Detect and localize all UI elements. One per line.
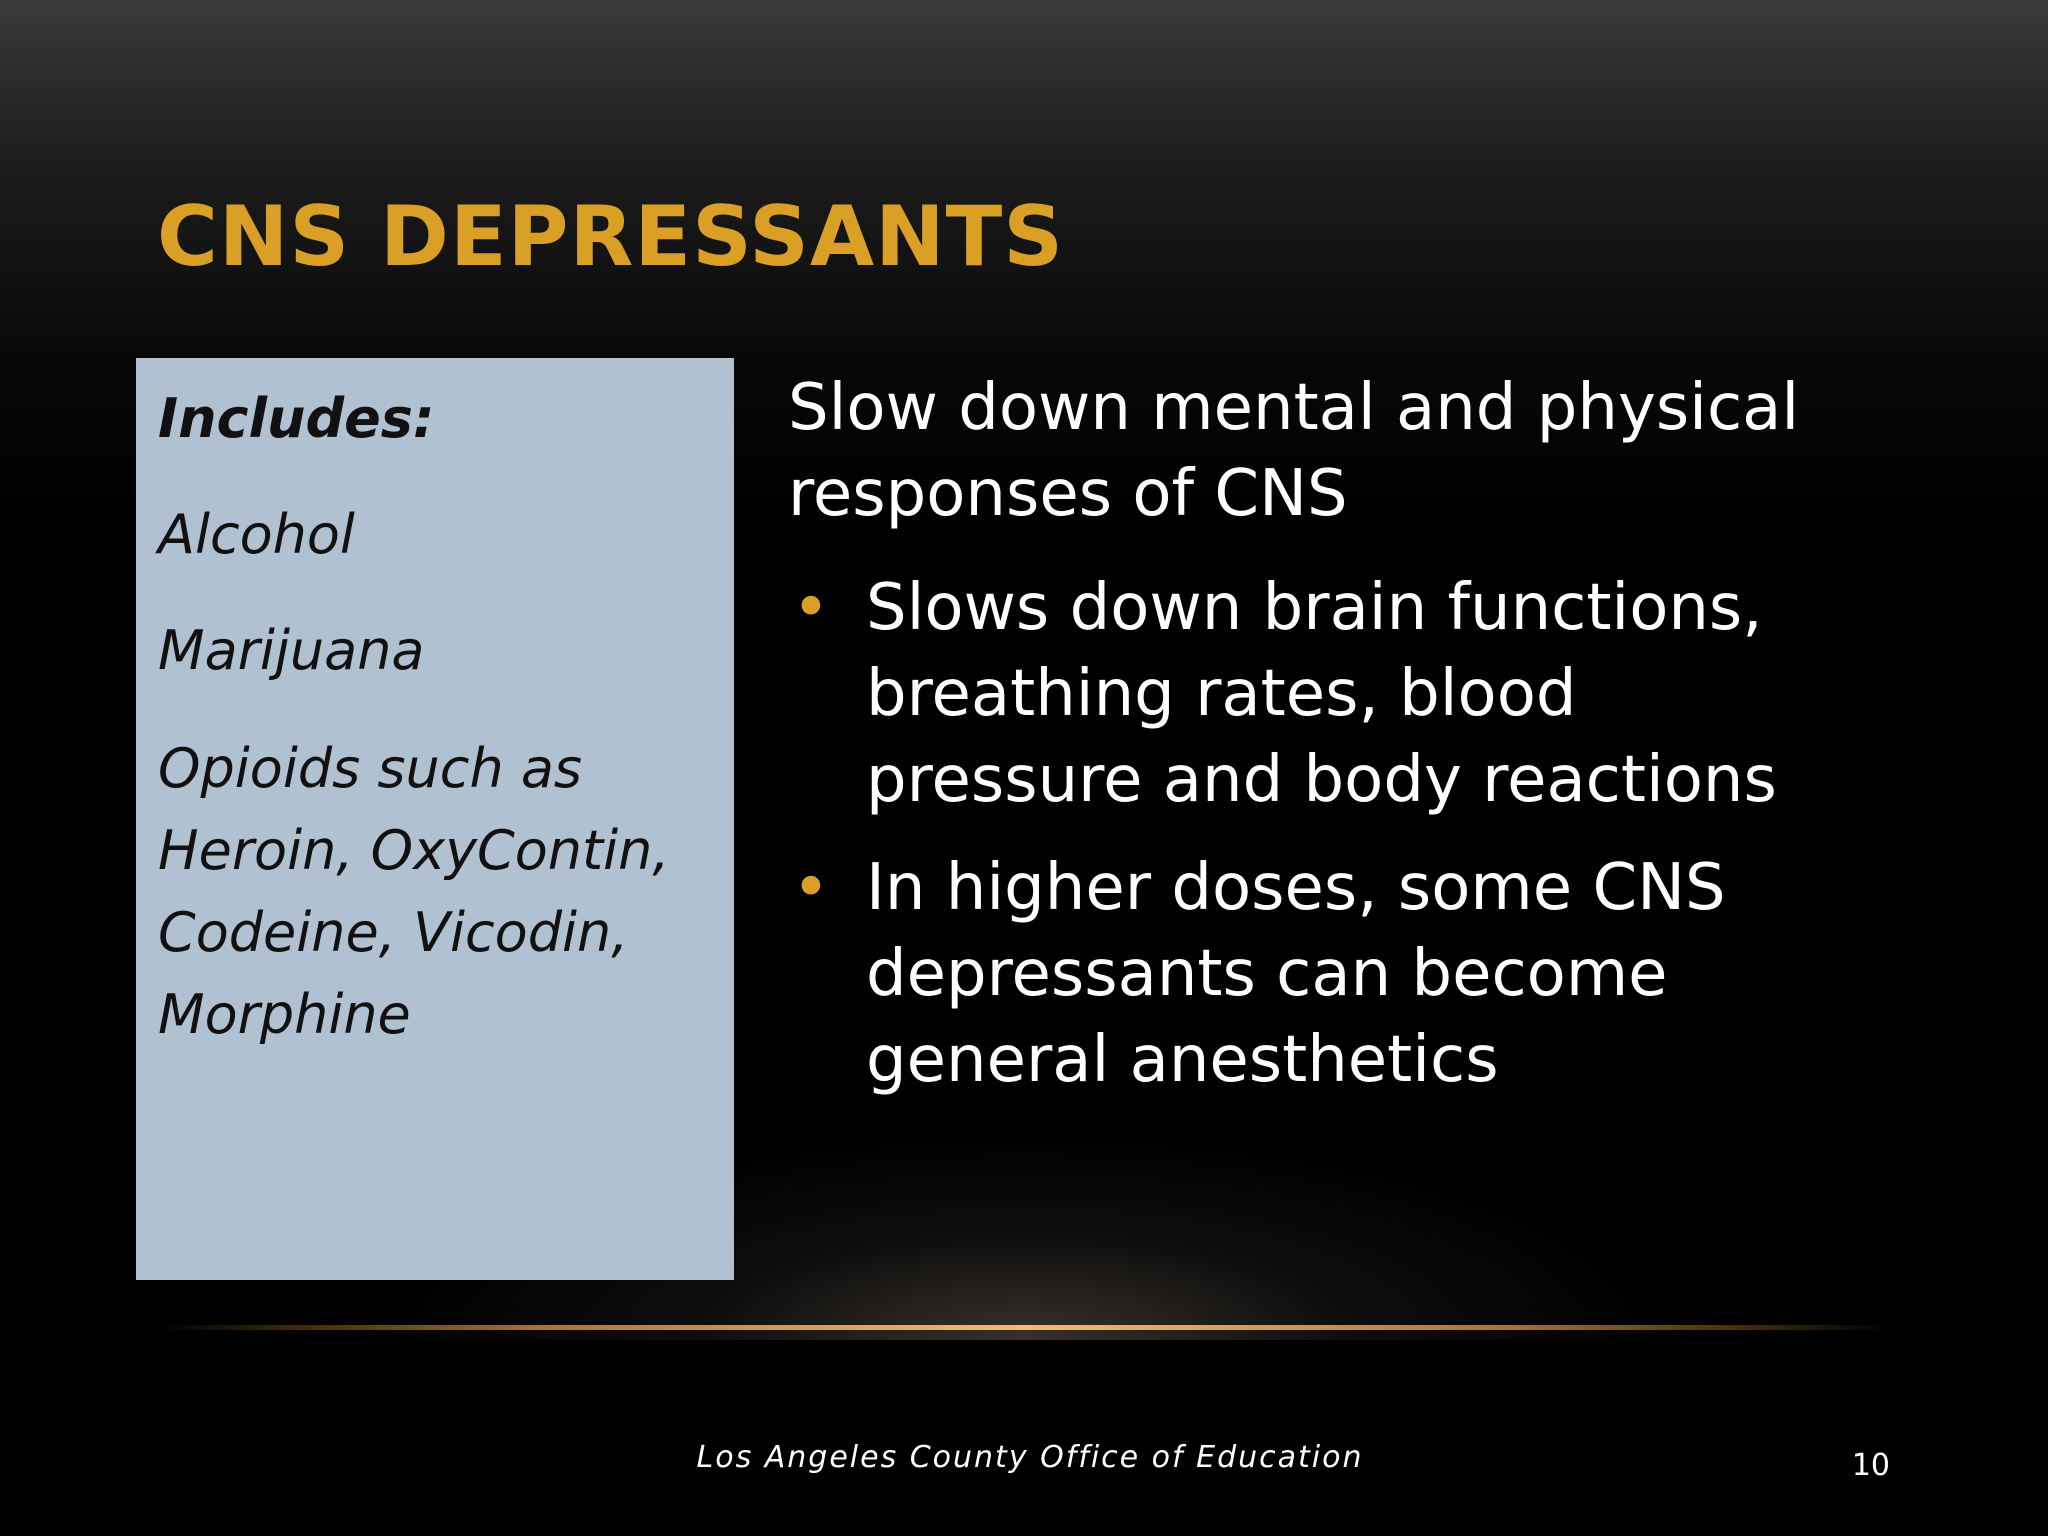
bullet-icon: •: [792, 571, 830, 645]
bullet-icon: •: [792, 851, 830, 925]
main-content: [788, 365, 1848, 1125]
lead-statement: Slow down mental and physical responses of CNS: [788, 371, 1800, 531]
includes-item-alcohol: Alcohol: [158, 503, 355, 566]
bullet-text: Slows down brain functions, breathing rates, blood pressure and body reactions: [866, 571, 1777, 817]
includes-item-opioids: Opioids such as Heroin, OxyContin, Codeine, Vicodin, Morphine: [158, 737, 670, 1046]
includes-item-marijuana: Marijuana: [158, 619, 425, 682]
footer-organization: Los Angeles County Office of Education: [696, 1440, 1364, 1475]
bullet-item: [788, 845, 1848, 1103]
bullet-text: In higher doses, some CNS depressants can become general anesthetics: [866, 851, 1726, 1097]
page-number: 10: [1851, 1448, 1890, 1483]
gold-divider-line: [160, 1325, 1890, 1330]
includes-heading: Includes:: [158, 387, 435, 450]
bullet-item: [788, 565, 1848, 823]
includes-box: [136, 358, 734, 1280]
bullet-list: [788, 565, 1848, 1103]
slide-title: CNS DEPRESSANTS: [157, 188, 1065, 285]
